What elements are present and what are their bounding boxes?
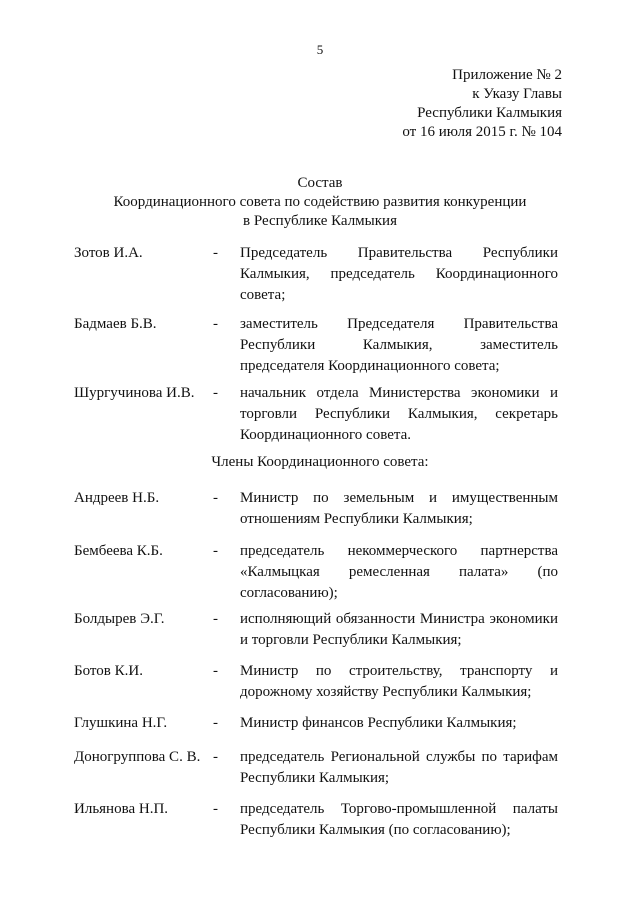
- page-number: 5: [316, 42, 324, 57]
- dash-separator: -: [213, 385, 218, 401]
- members-heading: Члены Координационного совета:: [211, 454, 429, 470]
- title-line-3: в Республике Калмыкия: [243, 213, 397, 229]
- appendix-line-2: к Указу Главы: [472, 86, 562, 102]
- person-name: Глушкина Н.Г.: [74, 715, 168, 731]
- dash-separator: -: [213, 543, 218, 559]
- dash-separator: -: [213, 715, 218, 731]
- person-role: председатель Торгово-промышленной палаты Республики Калмыкия (по согласованию);: [240, 801, 558, 838]
- person-name: Ботов К.И.: [74, 663, 143, 679]
- person-role: председатель Региональной службы по тарифам Республики Калмыкия;: [240, 749, 558, 786]
- person-role: Председатель Правительства Республики Калмыкия, председатель Координационного совета;: [240, 245, 558, 303]
- person-name: Бембеева К.Б.: [74, 543, 163, 559]
- person-name: Бадмаев Б.В.: [74, 316, 157, 332]
- dash-separator: -: [213, 611, 218, 627]
- person-role: заместитель Председателя Правительства Республики Калмыкия, заместитель председателя Координационного совета;: [240, 316, 558, 374]
- dash-separator: -: [213, 490, 218, 506]
- dash-separator: -: [213, 663, 218, 679]
- person-role: начальник отдела Министерства экономики и торговли Республики Калмыкия, секретарь Координационного совета.: [240, 385, 558, 443]
- dash-separator: -: [213, 801, 218, 817]
- person-name: Зотов И.А.: [74, 245, 143, 261]
- person-role: Министр по строительству, транспорту и дорожному хозяйству Республики Калмыкия;: [240, 663, 558, 700]
- person-name: Андреев Н.Б.: [74, 490, 160, 506]
- dash-separator: -: [213, 316, 218, 332]
- title-line-1: Состав: [297, 175, 343, 191]
- person-name: Доногруппова С. В.: [74, 749, 201, 765]
- document-title: [70, 174, 570, 231]
- title-line-2: Координационного совета по содействию развития конкуренции: [113, 194, 527, 210]
- person-role: председатель некоммерческого партнерства «Калмыцкая ремесленная палата» (по согласованию);: [240, 543, 558, 601]
- appendix-line-4: от 16 июля 2015 г. № 104: [402, 124, 562, 140]
- person-name: Шургучинова И.В.: [74, 385, 195, 401]
- person-role: исполняющий обязанности Министра экономики и торговли Республики Калмыкия;: [240, 611, 558, 648]
- appendix-header: [330, 66, 562, 142]
- person-name: Ильянова Н.П.: [74, 801, 169, 817]
- person-role: Министр финансов Республики Калмыкия;: [240, 715, 517, 731]
- dash-separator: -: [213, 245, 218, 261]
- appendix-line-3: Республики Калмыкия: [417, 105, 562, 121]
- dash-separator: -: [213, 749, 218, 765]
- person-name: Болдырев Э.Г.: [74, 611, 165, 627]
- person-role: Министр по земельным и имущественным отношениям Республики Калмыкия;: [240, 490, 558, 527]
- appendix-line-1: Приложение № 2: [452, 67, 562, 83]
